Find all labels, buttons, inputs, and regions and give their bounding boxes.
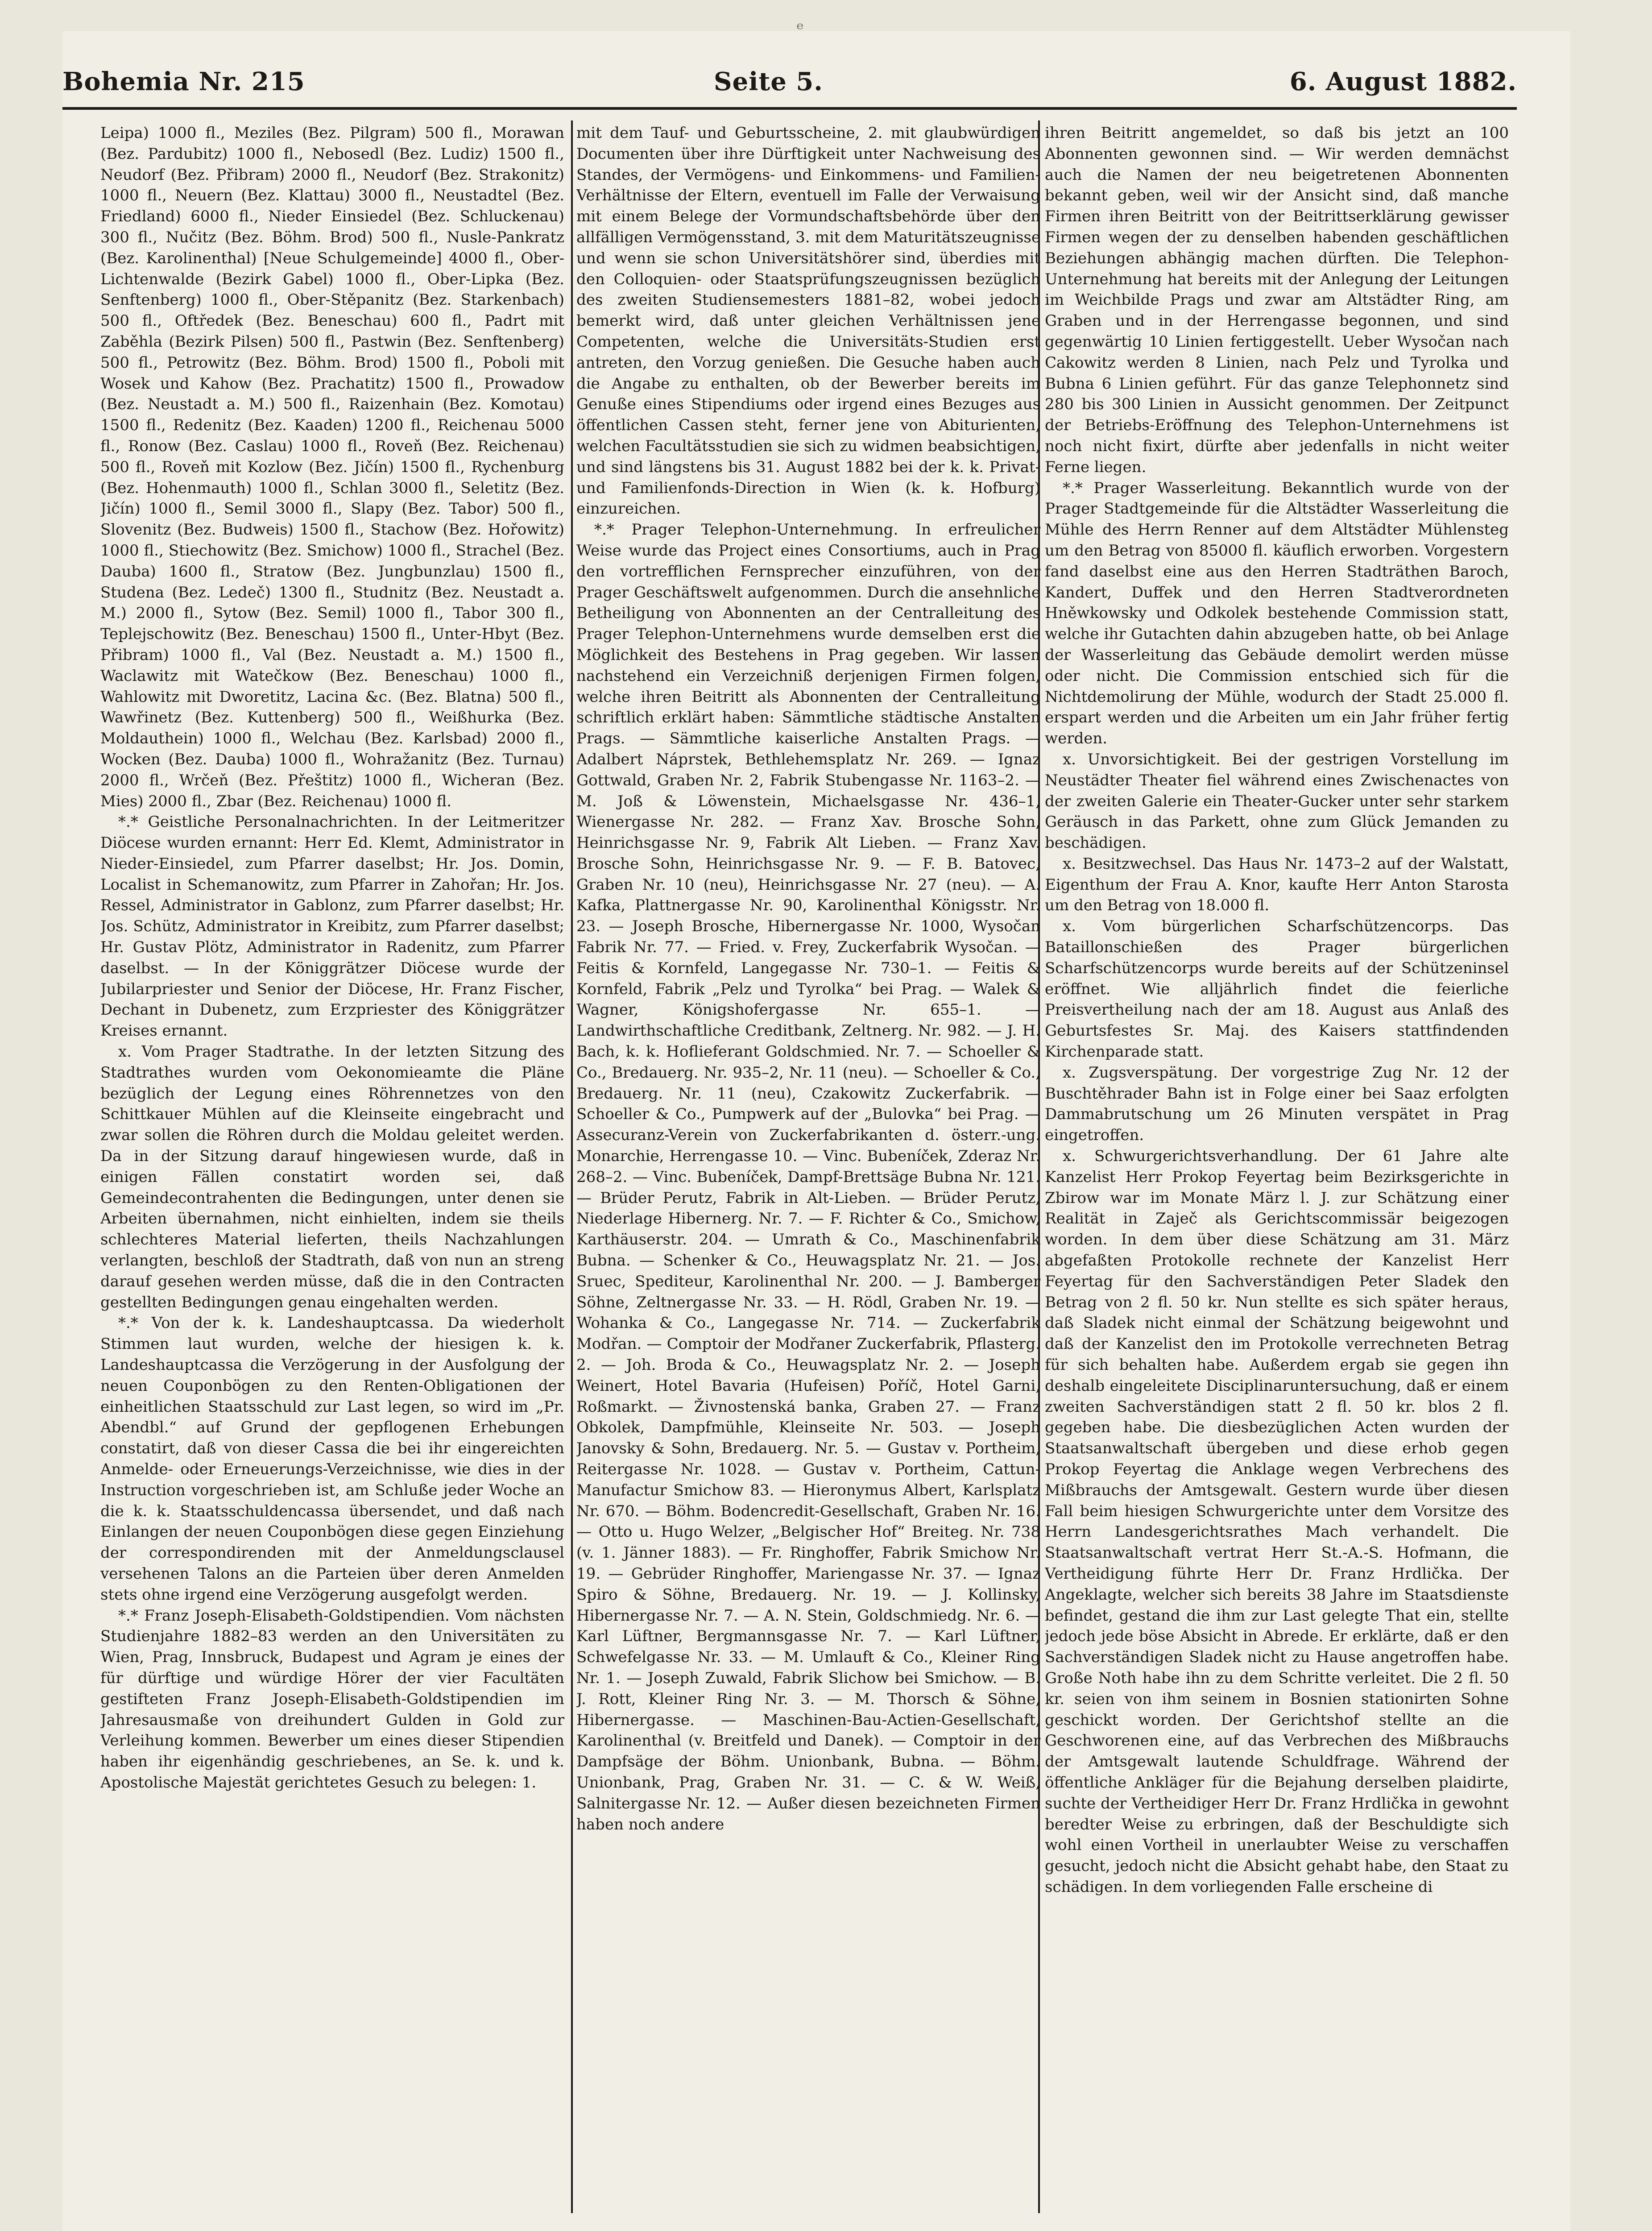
column-rule-1: [571, 120, 573, 2213]
column-3: [1045, 123, 1509, 2220]
article-carelessness: x. Unvorsichtigkeit. Bei der gestrigen Vorstellung im Neustädter Theater fiel während eines Zwischenactes von der zweiten Galerie ein Theater-Gucker unter sehr starkem Geräusch in das Parkett, ohne zum Glück Jemanden zu beschädigen.: [1045, 750, 1509, 852]
article-water-supply: *.* Prager Wasserleitung. Bekanntlich wurde von der Prager Stadtgemeinde für die Altstädter Wasserleitung die Mühle des Herrn Renner auf dem Altstädter Mühlensteg um den Betrag von 85000 fl. käuflich erworben. Vorgestern fand daselbst eine aus den Herren Stadträthen Baroch, Kandert, Duffek und den Herren Stadtverordneten Hněwkowsky und Odkolek bestehende Commission statt, welche ihr Gutachten dahin abzugeben hatte, ob bei Anlage der Wasserleitung das Gebäude demolirt werden müsse oder nicht. Die Commission entschied sich für die Nichtdemolirung der Mühle, wodurch der Stadt 25.000 fl. erspart werden und die Arbeiten um ein Jahr früher fertig werden.: [1045, 479, 1509, 748]
column-1: [100, 123, 564, 2220]
page-header: [62, 58, 1517, 103]
article-jury-trial: x. Schwurgerichtsverhandlung. Der 61 Jahre alte Kanzelist Herr Prokop Feyertag beim Bezirksgerichte in Zbirow war im Monate März l. J. zur Schätzung einer Realität in Zaječ als Gerichtscommissär beigezogen worden. In dem über diese Schätzung am 31. März abgefaßten Protokolle rechnete der Kanzelist Herr Feyertag für den Sachverständigen Peter Sladek den Betrag von 2 fl. 50 kr. Nun stellte es sich später heraus, daß Sladek nicht einmal der Schätzung beigewohnt und daß der Kanzelist den im Protokolle verrechneten Betrag für sich behalten habe. Außerdem ergab sie gegen ihn deshalb eingeleitete Disciplinaruntersuchung, daß er einem zweiten Sachverständigen statt 2 fl. 50 kr. blos 2 fl. gegeben habe. Die diesbezüglichen Acten wurden der Staatsanwaltschaft übergeben und diese erhob gegen Prokop Feyertag die Anklage wegen Verbrechens des Mißbrauchs der Amtsgewalt. Gestern wurde über diesen Fall beim hiesigen Schwurgerichte unter dem Vorsitze des Herrn Landesgerichtsrathes Mach verhandelt. Die Staatsanwaltschaft vertrat Herr St.-A.-S. Hofmann, die Vertheidigung führte Herr Dr. Franz Hrdlička. Der Angeklagte, welcher sich bereits 38 Jahre im Staatsdienste befindet, gestand die ihm zur Last gelegte That ein, stellte jedoch jede böse Absicht in Abrede. Er erklärte, daß er den Sachverständigen Sladek nicht zu Hause angetroffen habe. Große Noth habe ihn zu dem Schritte verleitet. Die 2 fl. 50 kr. seien von ihm seinem in Bosnien stationirten Sohne geschickt worden. Der Gerichtshof stellte an die Geschworenen eine, auf das Verbrechen des Mißbrauchs der Amtsgewalt lautende Schuldfrage. Während der öffentliche Ankläger für die Bejahung derselben plaidirte, suchte der Vertheidiger Herr Dr. Franz Hrdlička in gewohnt beredter Weise zu erbringen, daß der Beschuldigte sich wohl einen Vortheil in unerlaubter Weise zu verschaffen gesucht, jedoch nicht die Absicht gehabt habe, den Staat zu schädigen. In dem vorliegenden Falle erscheine di: [1045, 1147, 1509, 1896]
issue-date: 6. August 1882.: [1289, 67, 1517, 96]
article-state-treasury: *.* Von der k. k. Landeshauptcassa. Da wiederholt Stimmen laut wurden, welche der hiesigen k. k. Landeshauptcassa die Verzögerung in der Ausfolgung der neuen Couponbögen zu den Renten-Obligationen der einheitlichen Staatsschuld zur Last legen, so wird im „Pr. Abendbl.“ auf Grund der gepflogenen Erhebungen constatirt, daß von dieser Cassa die bei ihr eingereichten Anmelde- oder Erneuerungs-Verzeichnisse, wie dies in der Instruction vorgeschrieben ist, am Schluße jeder Woche an die k. k. Staatsschuldencassa übersendet, und daß nach Einlangen der neuen Couponbögen diese gegen Einziehung der correspondirenden mit der Anmeldungsclausel versehenen Talons an die Parteien über deren Anmelden stets ohne irgend eine Verzögerung ausgefolgt werden.: [100, 1314, 564, 1604]
page-number: Seite 5.: [714, 67, 823, 96]
article-city-council: x. Vom Prager Stadtrathe. In der letzten Sitzung des Stadtrathes wurden vom Oekonomieamte die Pläne bezüglich der Legung eines Röhrennetzes von den Schittkauer Mühlen auf die Kleinseite eingebracht und zwar sollen die Röhren durch die Moldau geleitet werden. Da in der Sitzung darauf hingewiesen wurde, daß in einigen Fällen constatirt worden sei, daß Gemeindecontrahenten die Bedingungen, unter denen sie Arbeiten übernahmen, nicht einhielten, indem sie theils schlechteres Material lieferten, theils Nachzahlungen verlangten, beschloß der Stadtrath, daß von nun an streng darauf gesehen werden müsse, daß die in den Contracten gestellten Bedingungen genau eingehalten werden.: [100, 1043, 564, 1311]
masthead-issue: Bohemia Nr. 215: [62, 67, 305, 96]
article-telephone-cont: ihren Beitritt angemeldet, so daß bis jetzt an 100 Abonnenten gewonnen sind. — Wir werden demnächst auch die Namen der neu beigetretenen Abonnenten bekannt geben, weil wir der Ansicht sind, daß manche Firmen ihren Beitritt von der Beitrittserklärung gewisser Firmen wegen der zu denselben habenden geschäftlichen Beziehungen abhängig machen dürften. Die Telephon-Unternehmung hat bereits mit der Anlegung der Leitungen im Weichbilde Prags und zwar am Altstädter Ring, am Graben und in der Herrengasse begonnen, und sind gegenwärtig 10 Linien fertiggestellt. Ueber Wysočan nach Cakowitz werden 8 Linien, nach Pelz und Tyrolka und Bubna 6 Linien geführt. Für das ganze Telephonnetz sind 280 bis 300 Linien in Aussicht genommen. Der Zeitpunct der Betriebs-Eröffnung des Telephon-Unternehmens ist noch nicht fixirt, dürfte aber jedenfalls in nicht weiter Ferne liegen.: [1045, 124, 1509, 476]
margin-mark: ᵉ: [796, 18, 804, 41]
article-sharpshooters: x. Vom bürgerlichen Scharfschützencorps. Das Bataillonschießen des Prager bürgerlichen Scharfschützencorps wurde bereits auf der Schützeninsel eröffnet. Wie alljährlich findet die feierliche Preisvertheilung nach der am 18. August aus Anlaß des Geburtsfestes Sr. Maj. des Kaisers stattfindenden Kirchenparade statt.: [1045, 917, 1509, 1061]
column-2: [576, 123, 1040, 2220]
article-clergy-news: *.* Geistliche Personalnachrichten. In der Leitmeritzer Diöcese wurden ernannt: Herr Ed. Klemt, Administrator in Nieder-Einsiedel, zum Pfarrer daselbst; Hr. Jos. Domin, Localist in Schemanowitz, zum Pfarrer in Zahořan; Hr. Jos. Ressel, Administrator in Gablonz, zum Pfarrer daselbst; Hr. Jos. Schütz, Administrator in Kreibitz, zum Pfarrer daselbst; Hr. Gustav Plötz, Administrator in Radenitz, zum Pfarrer daselbst. — In der Königgrätzer Diöcese wurde der Jubilarpriester und Senior der Diöcese, Hr. Franz Fischer, Dechant in Dubenetz, zum Erzpriester des Königgrätzer Kreises ernannt.: [100, 813, 564, 1040]
article-telephone-company: *.* Prager Telephon-Unternehmung. In erfreulicher Weise wurde das Project eines Consortiums, auch in Prag den vortrefflichen Fernsprecher einzuführen, von der Prager Geschäftswelt aufgenommen. Durch die ansehnliche Betheiligung von Abonnenten an der Centralleitung des Prager Telephon-Unternehmens wurde demselben erst die Möglichkeit des Bestehens in Prag gegeben. Wir lassen nachstehend ein Verzeichniß derjenigen Firmen folgen, welche ihren Beitritt als Abonnenten der Centralleitung schriftlich erklärt haben: Sämmtliche städtische Anstalten Prags. — Sämmtliche kaiserliche Anstalten Prags. — Adalbert Náprstek, Bethlehemsplatz Nr. 269. — Ignaz Gottwald, Graben Nr. 2, Fabrik Stubengasse Nr. 1163–2. — M. Joß & Löwenstein, Michaelsgasse Nr. 436–1, Wienergasse Nr. 282. — Franz Xav. Brosche Sohn, Heinrichsgasse Nr. 9, Fabrik Alt Lieben. — Franz Xav. Brosche Sohn, Heinrichsgasse Nr. 9. — F. B. Batovec, Graben Nr. 10 (neu), Heinrichsgasse Nr. 27 (neu). — A. Kafka, Plattnergasse Nr. 90, Karolinenthal Königsstr. Nr. 23. — Joseph Brosche, Hibernergasse Nr. 1000, Wysočan Fabrik Nr. 77. — Fried. v. Frey, Zuckerfabrik Wysočan. — Feitis & Kornfeld, Langegasse Nr. 730–1. — Feitis & Kornfeld, Fabrik „Pelz und Tyrolka“ bei Prag. — Walek & Wagner, Königshofergasse Nr. 655–1. — Landwirthschaftliche Creditbank, Zeltnerg. Nr. 982. — J. H. Bach, k. k. Hoflieferant Goldschmied. Nr. 7. — Schoeller & Co., Bredauerg. Nr. 935–2, Nr. 11 (neu). — Schoeller & Co., Bredauerg. Nr. 11 (neu), Czakowitz Zuckerfabrik. — Schoeller & Co., Pumpwerk auf der „Bulovka“ bei Prag. — Assecuranz-Verein von Zuckerfabrikanten d. österr.-ung. Monarchie, Herrengasse 10. — Vinc. Bubeníček, Zderaz Nr. 268–2. — Vinc. Bubeníček, Dampf-Brettsäge Bubna Nr. 121. — Brüder Perutz, Fabrik in Alt-Lieben. — Brüder Perutz, Niederlage Hibernerg. Nr. 7. — F. Richter & Co., Smichow, Karthäuserstr. 204. — Umrath & Co., Maschinenfabrik Bubna. — Schenker & Co., Heuwagsplatz Nr. 21. — Jos. Sruec, Spediteur, Karolinenthal Nr. 200. — J. Bamberger Söhne, Zeltnergasse Nr. 33. — H. Rödl, Graben Nr. 19. — Wohanka & Co., Langegasse Nr. 714. — Zuckerfabrik Modřan. — Comptoir der Modřaner Zuckerfabrik, Pflasterg. 2. — Joh. Broda & Co., Heuwagsplatz Nr. 2. — Joseph Weinert, Hotel Bavaria (Hufeisen) Poříč, Hotel Garni, Roßmarkt. — Živnostenská banka, Graben 27. — Franz Obkolek, Dampfmühle, Kleinseite Nr. 503. — Joseph Janovsky & Sohn, Bredauerg. Nr. 5. — Gustav v. Portheim, Reitergasse Nr. 1028. — Gustav v. Portheim, Cattun-Manufactur Smichow 83. — Hieronymus Albert, Karlsplatz Nr. 670. — Böhm. Bodencredit-Gesellschaft, Graben Nr. 16. — Otto u. Hugo Welzer, „Belgischer Hof“ Breiteg. Nr. 738 (v. 1. Jänner 1883). — Fr. Ringhoffer, Fabrik Smichow Nr. 19. — Gebrüder Ringhoffer, Mariengasse Nr. 37. — Ignaz Spiro & Söhne, Bredauerg. Nr. 19. — J. Kollinsky, Hibernergasse Nr. 7. — A. N. Stein, Goldschmiedg. Nr. 6. — Karl Lüftner, Bergmannsgasse Nr. 7. — Karl Lüftner, Schwefelgasse Nr. 33. — M. Umlauft & Co., Kleiner Ring Nr. 1. — Joseph Zuwald, Fabrik Slichow bei Smichow. — B. J. Rott, Kleiner Ring Nr. 3. — M. Thorsch & Söhne, Hibernergasse. — Maschinen-Bau-Actien-Gesellschaft, Karolinenthal (v. Breitfeld und Danek). — Comptoir in der Dampfsäge der Böhm. Unionbank, Bubna. — Böhm. Unionbank, Prag, Graben Nr. 31. — C. & W. Weiß, Salnitergasse Nr. 12. — Außer diesen bezeichneten Firmen haben noch andere: [576, 521, 1040, 1833]
header-rule: [62, 107, 1517, 110]
article-gold-stipends: *.* Franz Joseph-Elisabeth-Goldstipendien. Vom nächsten Studienjahre 1882–83 werden an den Universitäten zu Wien, Prag, Innsbruck, Budapest und Agram je eines der für dürftige und würdige Hörer der vier Facultäten gestifteten Franz Joseph-Elisabeth-Goldstipendien im Jahresausmaße von dreihundert Gulden in Gold zur Verleihung kommen. Bewerber um eines dieser Stipendien haben ihr eigenhändig geschriebenes, an Se. k. und k. Apostolische Majestät gerichtetes Gesuch zu belegen: 1.: [100, 1606, 564, 1791]
article-train-delay: x. Zugsverspätung. Der vorgestrige Zug Nr. 12 der Buschtěhrader Bahn ist in Folge einer bei Saaz erfolgten Dammabrutschung um 26 Minuten verspätet in Prag eingetroffen.: [1045, 1063, 1509, 1145]
foundation-list: Leipa) 1000 fl., Meziles (Bez. Pilgram) 500 fl., Morawan (Bez. Pardubitz) 1000 fl., Nebosedl (Bez. Ludiz) 1500 fl., Neudorf (Bez. Přibram) 2000 fl., Neudorf (Bez. Strakonitz) 1000 fl., Neuern (Bez. Klattau) 3000 fl., Neustadtel (Bez. Friedland) 6000 fl., Nieder Einsiedel (Bez. Schluckenau) 300 fl., Nučitz (Bez. Böhm. Brod) 500 fl., Nusle-Pankratz (Bez. Karolinenthal) [Neue Schulgemeinde] 4000 fl., Ober-Lichtenwalde (Bezirk Gabel) 1000 fl., Ober-Lipka (Bez. Senftenberg) 1000 fl., Ober-Stěpanitz (Bez. Starkenbach) 500 fl., Oftředek (Bez. Beneschau) 600 fl., Padrt mit Zaběhla (Bezirk Pilsen) 500 fl., Pastwin (Bez. Senftenberg) 500 fl., Petrowitz (Bez. Böhm. Brod) 1500 fl., Poboli mit Wosek und Kahow (Bez. Prachatitz) 1500 fl., Prowadow (Bez. Neustadt a. M.) 500 fl., Raizenhain (Bez. Komotau) 1500 fl., Redenitz (Bez. Kaaden) 1200 fl., Reichenau 5000 fl., Ronow (Bez. Caslau) 1000 fl., Roveň (Bez. Reichenau) 500 fl., Roveň mit Kozlow (Bez. Jičín) 1500 fl., Rychenburg (Bez. Hohenmauth) 1000 fl., Schlan 3000 fl., Seletitz (Bez. Jičín) 1000 fl., Semil 3000 fl., Slapy (Bez. Tabor) 500 fl., Slovenitz (Bez. Budweis) 1500 fl., Stachow (Bez. Hořowitz) 1000 fl., Stiechowitz (Bez. Smichow) 1000 fl., Strachel (Bez. Dauba) 1600 fl., Stratow (Bez. Jungbunzlau) 1500 fl., Studena (Bez. Ledeč) 1300 fl., Studnitz (Bez. Neustadt a. M.) 2000 fl., Sytow (Bez. Semil) 1000 fl., Tabor 300 fl., Teplejschowitz (Bez. Beneschau) 1500 fl., Unter-Hbyt (Bez. Přibram) 1000 fl., Val (Bez. Neustadt a. M.) 1500 fl., Waclawitz mit Watečkow (Bez. Beneschau) 1000 fl., Wahlowitz mit Dworetitz, Lacina &c. (Bez. Blatna) 500 fl., Wawřinetz (Bez. Kuttenberg) 500 fl., Weißhurka (Bez. Moldauthein) 1000 fl., Welchau (Bez. Karlsbad) 2000 fl., Wocken (Bez. Dauba) 1000 fl., Wohražanitz (Bez. Turnau) 2000 fl., Wrčeň (Bez. Přeštitz) 1000 fl., Wicheran (Bez. Mies) 2000 fl., Zbar (Bez. Reichenau) 1000 fl.: [100, 124, 564, 810]
article-gold-stipends-cont: mit dem Tauf- und Geburtsscheine, 2. mit glaubwürdigen Documenten über ihre Dürftigkeit unter Nachweisung des Standes, der Vermögens- und Einkommens- und Familien-Verhältnisse der Eltern, eventuell im Falle der Verwaisung mit einem Belege der Vormundschaftsbehörde über den allfälligen Vermögensstand, 3. mit dem Maturitätszeugnisse und wenn sie schon Universitätshörer sind, überdies mit den Colloquien- oder Staatsprüfungszeugnissen bezüglich des zweiten Studiensemesters 1881–82, wobei jedoch bemerkt wird, daß unter gleichen Verhältnissen jene Competenten, welche die Universitäts-Studien erst antreten, den Vorzug genießen. Die Gesuche haben auch die Angabe zu enthalten, ob der Bewerber bereits im Genuße eines Stipendiums oder irgend eines Bezuges aus öffentlichen Cassen steht, ferner jene von Abiturienten, welchen Facultätsstudien sie sich zu widmen beabsichtigen, und sind längstens bis 31. August 1882 bei der k. k. Privat- und Familienfonds-Direction in Wien (k. k. Hofburg) einzureichen.: [576, 124, 1040, 518]
article-property-change: x. Besitzwechsel. Das Haus Nr. 1473–2 auf der Walstatt, Eigenthum der Frau A. Knor, kaufte Herr Anton Starosta um den Betrag von 18.000 fl.: [1045, 854, 1509, 915]
